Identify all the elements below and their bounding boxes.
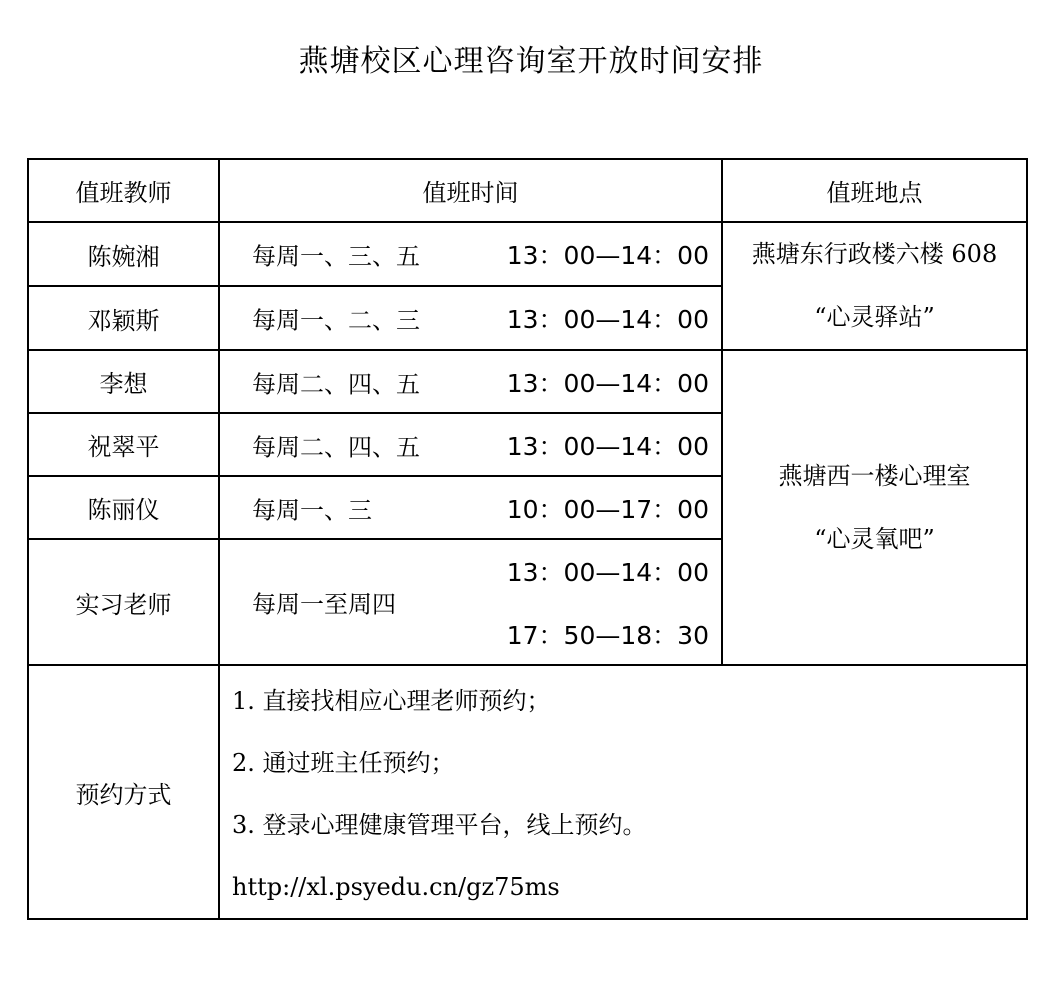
duty-days: 每周二、四、五 (252, 370, 420, 398)
teacher-name: 实习老师 (28, 539, 219, 665)
booking-method: 2. 通过班主任预约； (232, 749, 455, 777)
location-west (722, 350, 1027, 665)
location-west-address: 燕塘西一楼心理室 (778, 461, 971, 490)
duty-time-cell (219, 222, 722, 286)
booking-method: 3. 登录心理健康管理平台，线上预约。 (232, 811, 647, 839)
booking-row (28, 665, 1027, 919)
header-teacher: 值班教师 (28, 159, 219, 222)
duty-hours: 13：00—14：00 (506, 305, 709, 334)
header-row (28, 159, 1027, 222)
duty-time-cell (219, 286, 722, 350)
booking-methods (219, 665, 1027, 919)
duty-days: 每周一至周四 (252, 590, 396, 619)
table-row (28, 222, 1027, 286)
location-east (722, 222, 1027, 350)
duty-days: 每周一、三、五 (252, 242, 420, 271)
location-east-address: 燕塘东行政楼六楼 608 (751, 240, 998, 268)
duty-hours: 13：00—14：00 (506, 368, 709, 398)
booking-url: http://xl.psyedu.cn/gz75ms (232, 873, 560, 901)
teacher-name: 李想 (28, 350, 219, 413)
duty-hours: 10：00—17：00 (506, 494, 709, 524)
duty-time-cell (219, 413, 722, 476)
duty-hours: 13：00—14：00 (506, 558, 709, 587)
teacher-name: 陈丽仪 (28, 476, 219, 539)
booking-label: 预约方式 (28, 665, 219, 919)
header-time: 值班时间 (219, 159, 722, 222)
page-title: 燕塘校区心理咨询室开放时间安排 (298, 44, 764, 79)
teacher-name: 邓颖斯 (28, 286, 219, 350)
duty-days: 每周一、三 (252, 496, 372, 524)
table-row (28, 350, 1027, 413)
duty-days: 每周二、四、五 (252, 433, 420, 461)
teacher-name: 陈婉湘 (28, 222, 219, 286)
duty-time-cell (219, 476, 722, 539)
duty-time-cell (219, 350, 722, 413)
duty-time-cell (219, 539, 722, 665)
teacher-name: 祝翠平 (28, 413, 219, 476)
location-east-name: “心灵驿站” (814, 303, 935, 331)
schedule-table (27, 158, 1028, 920)
duty-hours: 17：50—18：30 (506, 621, 709, 650)
header-location: 值班地点 (722, 159, 1027, 222)
duty-hours: 13：00—14：00 (506, 431, 709, 461)
booking-method: 1. 直接找相应心理老师预约； (232, 687, 551, 715)
duty-days: 每周一、二、三 (252, 306, 420, 335)
location-west-name: “心灵氧吧” (814, 524, 935, 553)
duty-hours: 13：00—14：00 (506, 241, 709, 270)
